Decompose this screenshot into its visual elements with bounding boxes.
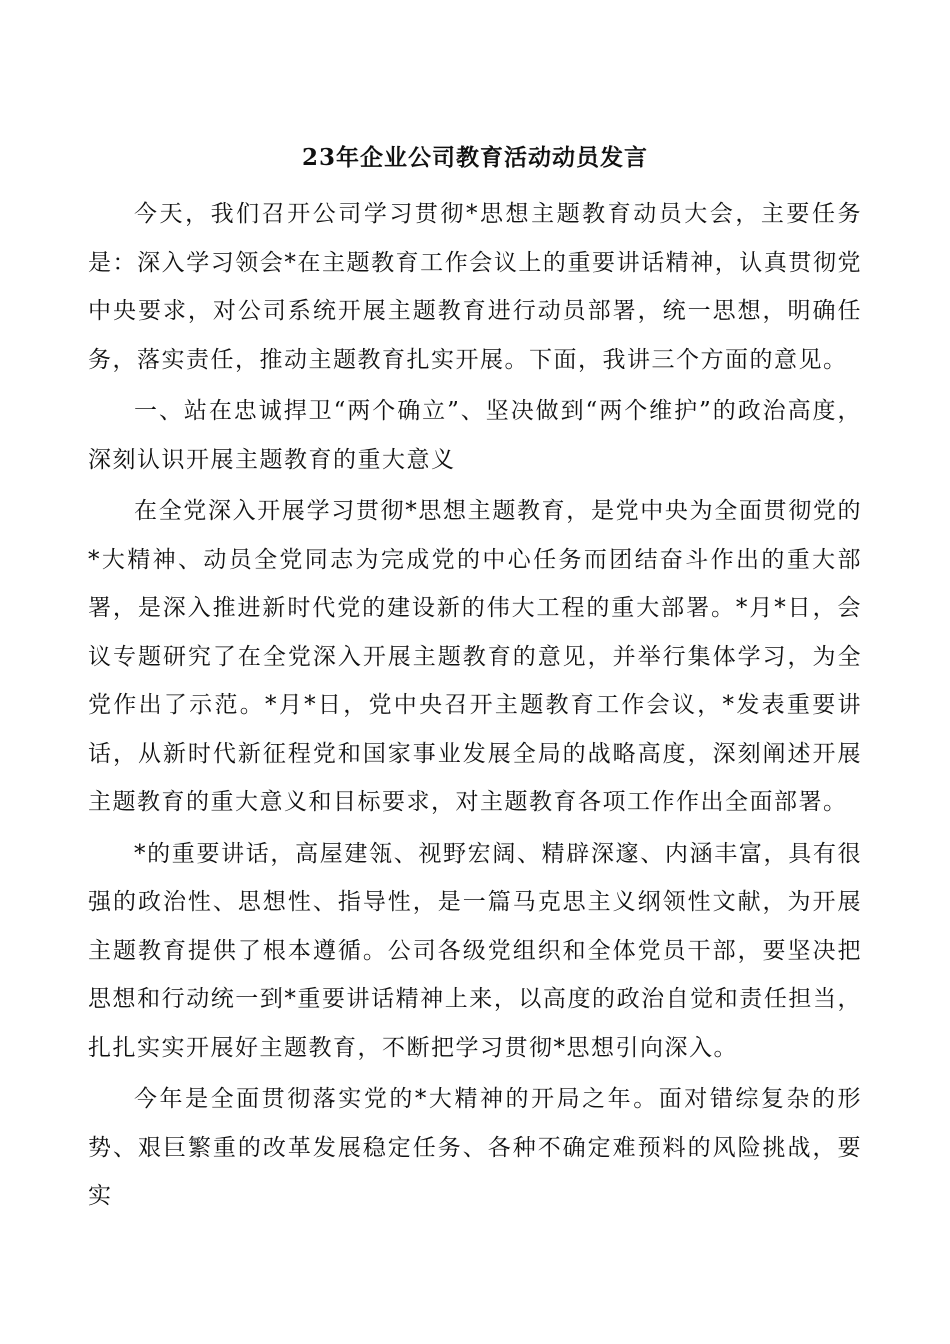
paragraph-speech: *的重要讲话，高屋建瓴、视野宏阔、精辟深邃、内涵丰富，具有很强的政治性、思想性、指导性，是一篇马克思主义纲领性文献，为开展主题教育提供了根本遵循。公司各级党组织和全体党员干部，要坚决把思想和行动统一到*重要讲话精神上来，以高度的政治自觉和责任担当，扎扎实实开展好主题教育，不断把学习贯彻*思想引向深入。	[88, 840, 862, 1061]
document-title: 23年企业公司教育活动动员发言	[301, 144, 648, 171]
document-page	[88, 138, 862, 1224]
paragraph-this-year: 今年是全面贯彻落实党的*大精神的开局之年。面对错综复杂的形势、艰巨繁重的改革发展稳定任务、各种不确定难预料的风险挑战，要实	[88, 1086, 862, 1209]
paragraph-significance: 在全党深入开展学习贯彻*思想主题教育，是党中央为全面贯彻党的*大精神、动员全党同志为完成党的中心任务而团结奋斗作出的重大部署，是深入推进新时代党的建设新的伟大工程的重大部署。*月*日，会议专题研究了在全党深入开展主题教育的意见，并举行集体学习，为全党作出了示范。*月*日，党中央召开主题教育工作会议，*发表重要讲话，从新时代新征程党和国家事业发展全局的战略高度，深刻阐述开展主题教育的重大意义和目标要求，对主题教育各项工作作出全面部署。	[88, 498, 862, 815]
paragraph-intro: 今天，我们召开公司学习贯彻*思想主题教育动员大会，主要任务是：深入学习领会*在主题教育工作会议上的重要讲话精神，认真贯彻党中央要求，对公司系统开展主题教育进行动员部署，统一思想，明确任务，落实责任，推动主题教育扎实开展。下面，我讲三个方面的意见。	[88, 201, 862, 373]
section-heading-1: 一、站在忠诚捍卫“两个确立”、坚决做到“两个维护”的政治高度，深刻认识开展主题教育的重大意义	[88, 398, 862, 473]
